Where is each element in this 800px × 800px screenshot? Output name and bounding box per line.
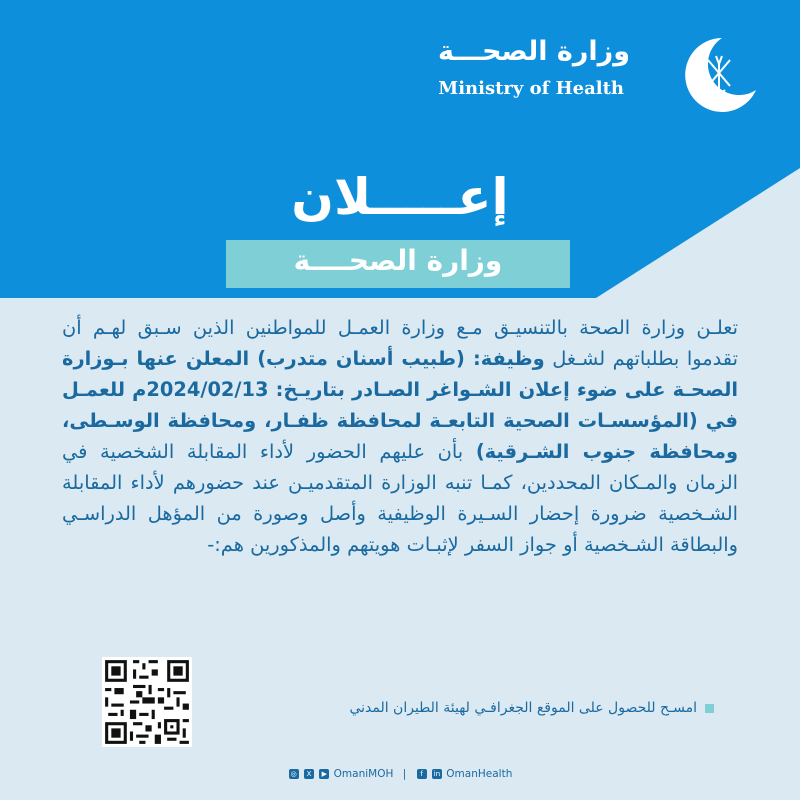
- facebook-icon[interactable]: f: [417, 769, 427, 779]
- x-icon[interactable]: X: [304, 769, 314, 779]
- ministry-logo: [438, 36, 760, 116]
- body-instructions: بأن عليهم الحضور لأداء المقابلة الشخصية في الزمان والمـكان المحددين، كمـا تنبه الوزارة المتقدميـن عند حضورهم لأداء المقابلة الشـخصية ضرورة إحضار السـيرة الوظيفية وأصل وصورة من المؤهل الدراسـي والبطاقة الشـخصية أو جواز السفر لإثبـات هويتهم والمذكورين هم:-: [62, 440, 738, 556]
- crescent-emblem-icon: [678, 34, 760, 116]
- announcement-title: إعـــــلان: [291, 168, 509, 226]
- social-handle-omanimoh[interactable]: OmaniMOH: [333, 768, 394, 780]
- ministry-name-arabic: وزارة الصحـــة: [438, 36, 630, 67]
- job-details: (طبيب أسنان متدرب) المعلن عنها بـوزارة الصحـة على ضوء إعلان الشـواغر الصـادر بتاريـخ: 2024/02/13م للعمـل في (المؤسسـات الصحية التابعـة لمحافظة ظفـار، ومحافظة الوسـطى، ومحافظة جنوب الشـرقية): [62, 347, 739, 463]
- qr-code[interactable]: [102, 657, 192, 747]
- issuer-banner: [226, 240, 570, 288]
- qr-caption-text: امسـح للحصول على الموقع الجغرافـي لهيئة الطيران المدني: [349, 700, 697, 716]
- body-intro: تعلـن وزارة الصحة بالتنسيـق مـع وزارة العمـل للمواطنين الذين سـبق لهـم أن تقدموا بطلباتهم لشـغل: [62, 316, 738, 370]
- ministry-name-english: Ministry of Health: [438, 78, 624, 99]
- social-footer: [0, 768, 800, 780]
- youtube-icon[interactable]: ▶: [319, 769, 329, 779]
- footer-separator: |: [402, 768, 407, 780]
- bullet-square: [705, 704, 714, 713]
- linkedin-icon[interactable]: in: [433, 770, 441, 778]
- job-label: وظيفة:: [473, 347, 545, 370]
- instagram-icon[interactable]: ◎: [290, 770, 297, 778]
- announcement-body: [62, 312, 738, 560]
- social-handle-omanhealth[interactable]: OmanHealth: [446, 768, 513, 780]
- issuer-banner-text: وزارة الصحــــة: [293, 244, 503, 277]
- qr-caption: [349, 700, 714, 716]
